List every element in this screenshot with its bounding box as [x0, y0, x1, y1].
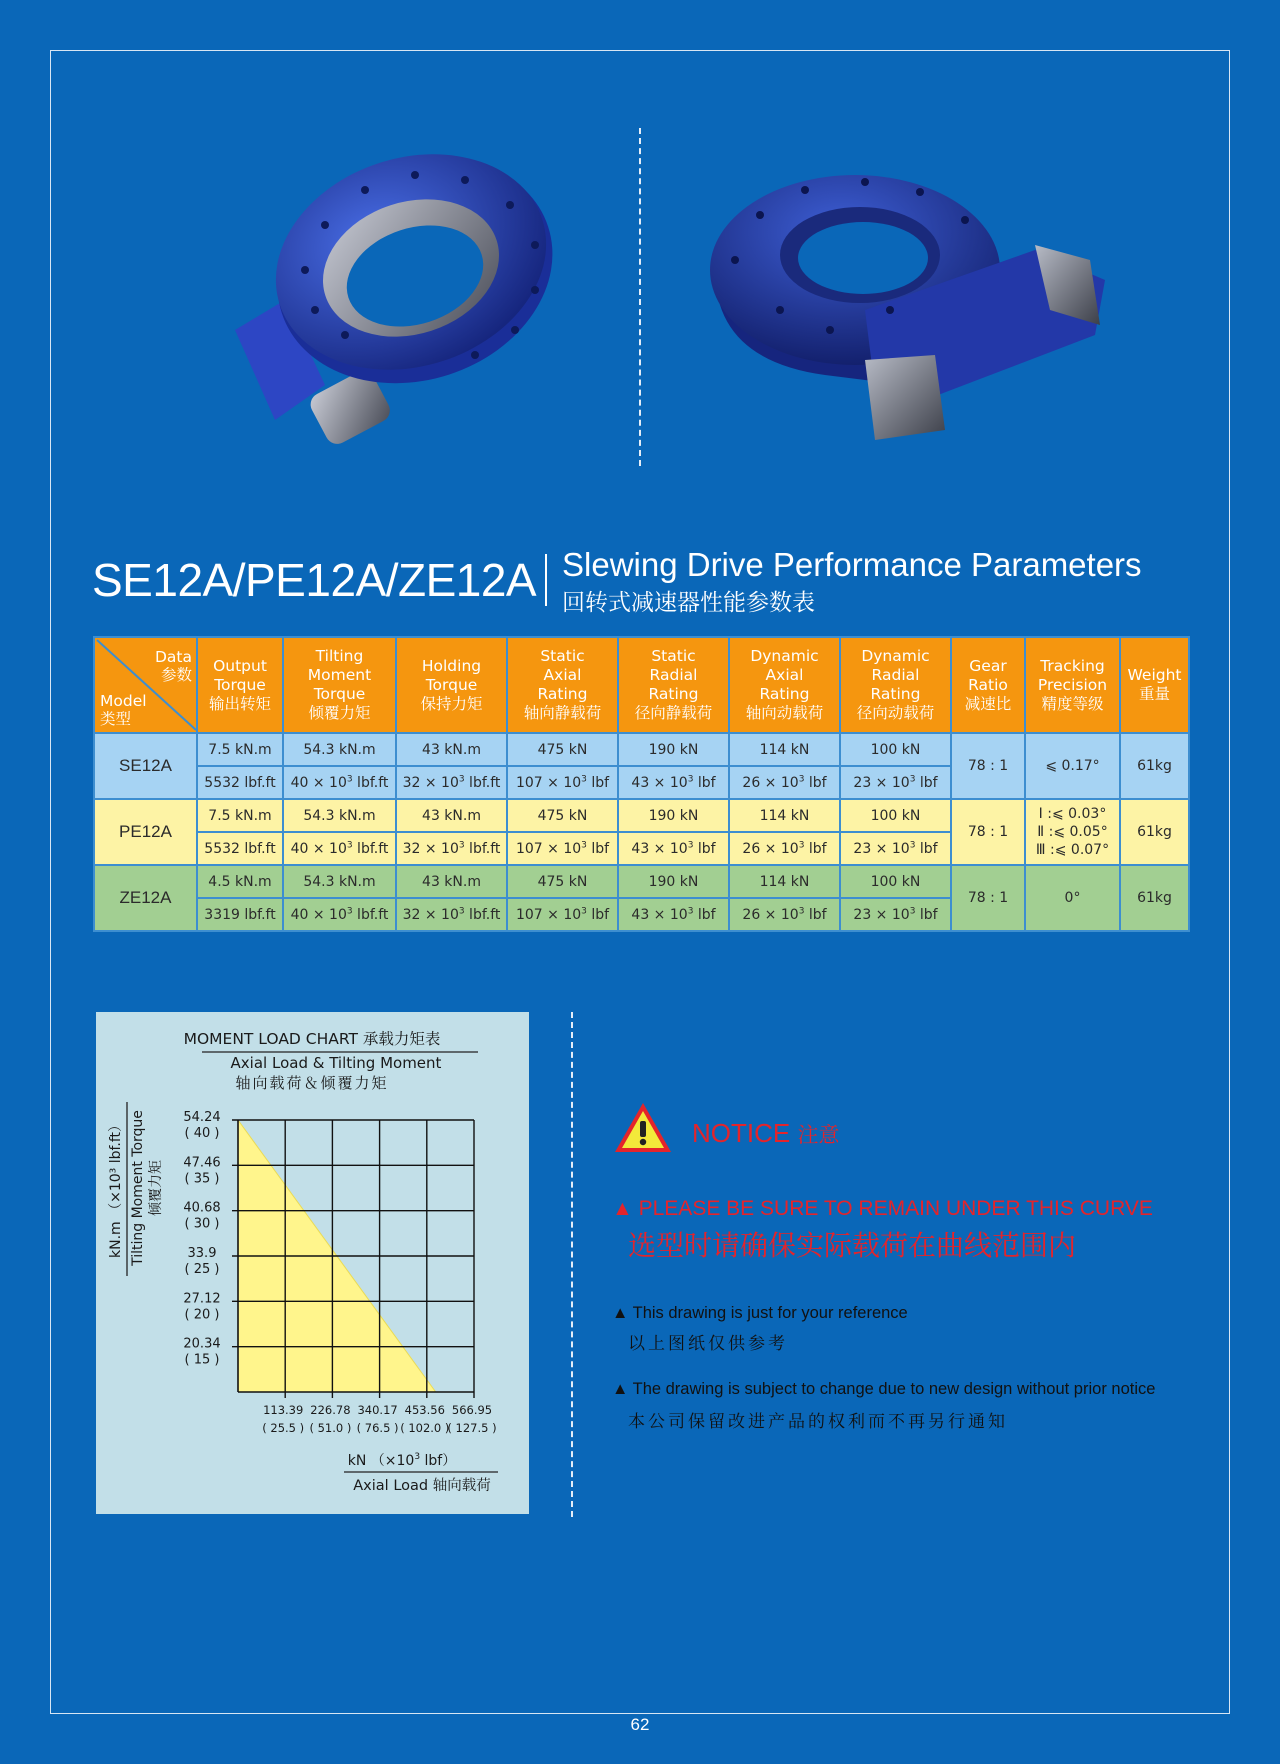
header-dynamic-axial: Dynamic Axial Rating 轴向动载荷	[729, 637, 840, 733]
metric-value-cell: 190 kN	[618, 733, 729, 766]
imperial-value-cell: 3319 lbf.ft	[197, 898, 283, 931]
x-tick-sub: ( 102.0 )	[400, 1421, 450, 1435]
weight-cell: 61kg	[1120, 865, 1189, 931]
notice-title: NOTICE 注意	[692, 1118, 840, 1148]
imperial-value-cell: $32 \times 10^3$ lbf.ft	[396, 766, 507, 799]
imperial-value-cell: $23 \times 10^3$ lbf	[840, 832, 951, 865]
imperial-value-cell: 5532 lbf.ft	[197, 832, 283, 865]
table-row	[94, 799, 1189, 832]
x-axis-title: Axial Load 轴向载荷	[353, 1478, 491, 1494]
metric-value-cell: 43 kN.m	[396, 865, 507, 898]
imperial-value-cell: $32 \times 10^3$ lbf.ft	[396, 898, 507, 931]
metric-value-cell: 114 kN	[729, 865, 840, 898]
metric-value-cell: 475 kN	[507, 799, 618, 832]
header-dynamic-radial: Dynamic Radial Rating 径向动载荷	[840, 637, 951, 733]
metric-value-cell: 54.3 kN.m	[283, 799, 396, 832]
x-tick-label: 226.78	[310, 1403, 351, 1417]
imperial-value-cell: $23 \times 10^3$ lbf	[840, 898, 951, 931]
imperial-value-cell: $40 \times 10^3$ lbf.ft	[283, 766, 396, 799]
metric-value-cell: 190 kN	[618, 799, 729, 832]
x-tick-sub: ( 127.5 )	[447, 1421, 497, 1435]
notice-warning-en: ▲ PLEASE BE SURE TO REMAIN UNDER THIS CURVE	[612, 1197, 1153, 1220]
note-change-cn: 本公司保留改进产品的权利而不再另行通知	[628, 1412, 1008, 1431]
corner-data-en: Data	[154, 648, 192, 666]
metric-value-cell: 43 kN.m	[396, 799, 507, 832]
y-tick-label: 54.24	[183, 1110, 221, 1125]
note-change-en: ▲ The drawing is subject to change due to new design without prior notice	[612, 1380, 1156, 1398]
weight-cell: 61kg	[1120, 733, 1189, 799]
metric-value-cell: 100 kN	[840, 799, 951, 832]
x-tick-sub: ( 51.0 )	[309, 1421, 352, 1435]
metric-value-cell: 475 kN	[507, 733, 618, 766]
y-axis-unit: kN.m （×10³ lbf.ft）	[108, 1117, 124, 1259]
imperial-value-cell: $40 \times 10^3$ lbf.ft	[283, 898, 396, 931]
weight-cell: 61kg	[1120, 799, 1189, 865]
x-tick-label: 566.95	[451, 1403, 493, 1417]
y-tick-label: 33.9	[187, 1246, 217, 1261]
model-cell: SE12A	[94, 733, 197, 799]
y-tick-sub: ( 20 )	[184, 1307, 220, 1323]
slewing-drive-image-left	[215, 150, 565, 470]
y-tick-sub: ( 25 )	[184, 1262, 220, 1277]
metric-value-cell: 100 kN	[840, 865, 951, 898]
metric-value-cell: 43 kN.m	[396, 733, 507, 766]
metric-value-cell: 54.3 kN.m	[283, 865, 396, 898]
y-tick-label: 40.68	[183, 1200, 221, 1216]
y-tick-sub: ( 40 )	[184, 1126, 220, 1141]
corner-model-cn: 类型	[100, 710, 132, 728]
chart-title: MOMENT LOAD CHART 承载力矩表	[183, 1030, 441, 1048]
precision-cell: 0°	[1025, 865, 1120, 931]
note-reference-cn: 以上图纸仅供参考	[628, 1334, 788, 1353]
metric-value-cell: 114 kN	[729, 799, 840, 832]
model-cell: ZE12A	[94, 865, 197, 931]
header-static-axial: Static Axial Rating 轴向静载荷	[507, 637, 618, 733]
imperial-value-cell: $26 \times 10^3$ lbf	[729, 898, 840, 931]
metric-value-cell: 54.3 kN.m	[283, 733, 396, 766]
y-tick-sub: ( 30 )	[184, 1216, 220, 1232]
header-weight: Weight 重量	[1120, 637, 1189, 733]
metric-value-cell: 4.5 kN.m	[197, 865, 283, 898]
imperial-value-cell: $43 \times 10^3$ lbf	[618, 898, 729, 931]
model-cell: PE12A	[94, 799, 197, 865]
note-reference-en: ▲ This drawing is just for your reference	[612, 1304, 908, 1322]
metric-value-cell: 7.5 kN.m	[197, 733, 283, 766]
header-tilting-moment: Tilting Moment Torque 倾覆力矩	[283, 637, 396, 733]
y-tick-sub: ( 15 )	[184, 1352, 220, 1368]
table-corner-cell	[94, 637, 197, 733]
x-tick-label: 113.39	[263, 1403, 304, 1417]
y-axis-title-cn: 倾覆力矩	[148, 1160, 164, 1216]
imperial-value-cell: $107 \times 10^3$ lbf	[507, 832, 618, 865]
imperial-value-cell: $43 \times 10^3$ lbf	[618, 832, 729, 865]
gear-ratio-cell: 78 : 1	[951, 865, 1025, 931]
model-title: SE12A/PE12A/ZE12A	[92, 554, 537, 606]
x-axis-unit: kN （$\times 10^3$ lbf）	[347, 1452, 457, 1469]
precision-cell: ⩽ 0.17°	[1025, 733, 1120, 799]
imperial-value-cell: $26 \times 10^3$ lbf	[729, 832, 840, 865]
y-tick-label: 27.12	[183, 1291, 221, 1307]
header-output-torque: Output Torque 输出转矩	[197, 637, 283, 733]
performance-table	[93, 636, 1190, 932]
imperial-value-cell: $32 \times 10^3$ lbf.ft	[396, 832, 507, 865]
x-tick-label: 453.56	[404, 1403, 445, 1417]
table-header-row	[94, 637, 1189, 733]
table-row	[94, 733, 1189, 766]
imperial-value-cell: $40 \times 10^3$ lbf.ft	[283, 832, 396, 865]
title-separator	[545, 554, 547, 606]
imperial-value-cell: 5532 lbf.ft	[197, 766, 283, 799]
corner-data-cn: 参数	[160, 666, 192, 684]
metric-value-cell: 100 kN	[840, 733, 951, 766]
metric-value-cell: 7.5 kN.m	[197, 799, 283, 832]
header-static-radial: Static Radial Rating 径向静载荷	[618, 637, 729, 733]
x-tick-label: 340.17	[357, 1403, 398, 1417]
top-divider	[639, 128, 641, 466]
imperial-value-cell: $107 \times 10^3$ lbf	[507, 766, 618, 799]
metric-value-cell: 114 kN	[729, 733, 840, 766]
chart-subtitle-en: Axial Load & Tilting Moment	[230, 1054, 442, 1072]
chart-subtitle-cn: 轴向载荷＆倾覆力矩	[235, 1074, 389, 1092]
header-gear-ratio: Gear Ratio 减速比	[951, 637, 1025, 733]
header-tracking-precision: Tracking Precision 精度等级	[1025, 637, 1120, 733]
metric-value-cell: 475 kN	[507, 865, 618, 898]
bottom-divider	[571, 1012, 573, 1517]
y-axis-title-en: Tilting Moment Torque	[130, 1110, 146, 1266]
y-tick-label: 20.34	[183, 1336, 221, 1352]
imperial-value-cell: $43 \times 10^3$ lbf	[618, 766, 729, 799]
gear-ratio-cell: 78 : 1	[951, 799, 1025, 865]
table-row	[94, 865, 1189, 898]
title-english: Slewing Drive Performance Parameters	[562, 546, 1142, 583]
metric-value-cell: 190 kN	[618, 865, 729, 898]
title-chinese: 回转式减速器性能参数表	[562, 589, 815, 615]
gear-ratio-cell: 78 : 1	[951, 733, 1025, 799]
moment-load-chart	[96, 1012, 529, 1514]
imperial-value-cell: $107 \times 10^3$ lbf	[507, 898, 618, 931]
precision-cell: Ⅰ :⩽ 0.03° Ⅱ :⩽ 0.05° Ⅲ :⩽ 0.07°	[1025, 799, 1120, 865]
warning-icon	[612, 1100, 674, 1156]
header-holding-torque: Holding Torque 保持力矩	[396, 637, 507, 733]
x-tick-sub: ( 25.5 )	[262, 1421, 305, 1435]
notice-warning-cn: 选型时请确保实际载荷在曲线范围内	[628, 1230, 1077, 1261]
imperial-value-cell: $23 \times 10^3$ lbf	[840, 766, 951, 799]
page-number: 62	[630, 1715, 650, 1734]
imperial-value-cell: $26 \times 10^3$ lbf	[729, 766, 840, 799]
slewing-drive-image-right	[705, 160, 1125, 450]
x-tick-sub: ( 76.5 )	[356, 1421, 399, 1435]
y-tick-sub: ( 35 )	[184, 1171, 220, 1187]
y-tick-label: 47.46	[183, 1155, 221, 1171]
corner-model-en: Model	[100, 692, 147, 710]
